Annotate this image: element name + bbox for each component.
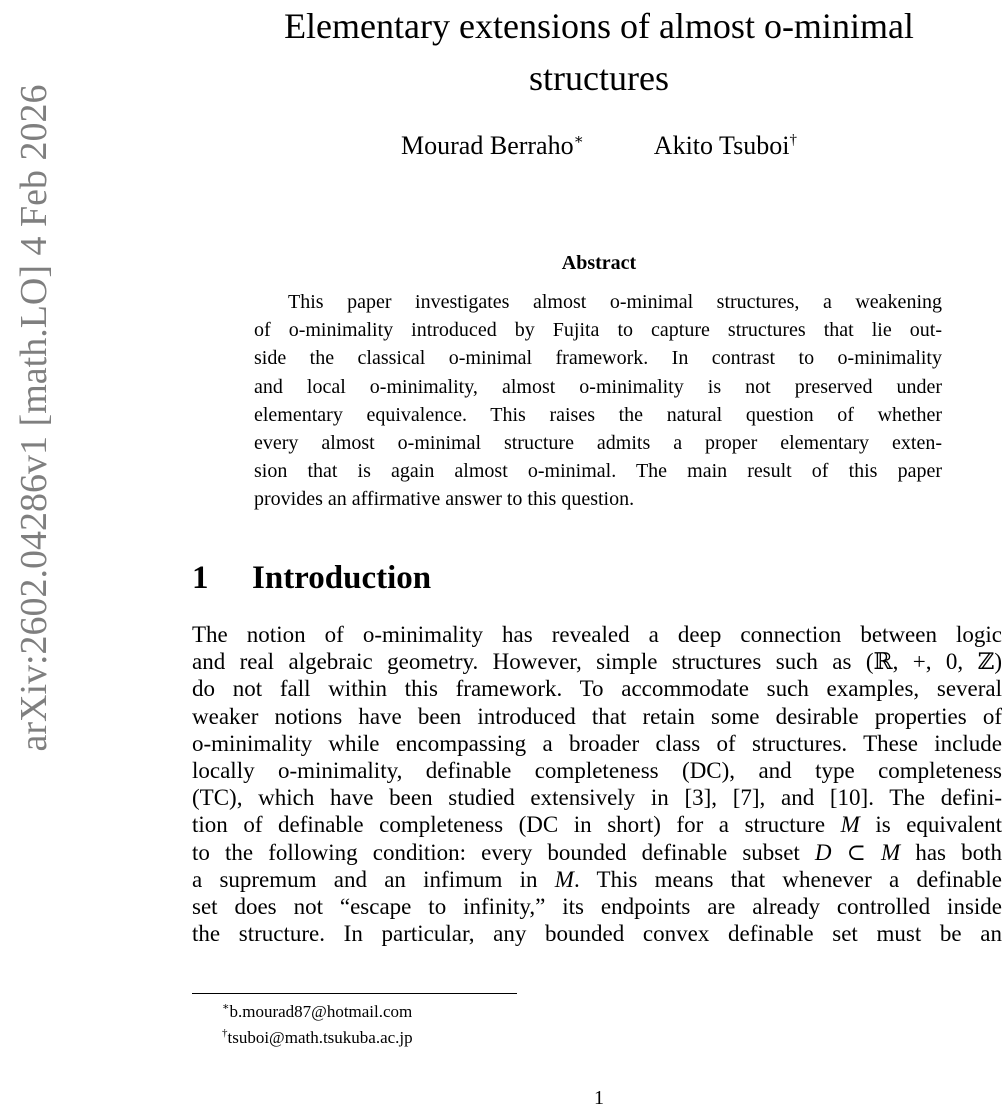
- author-1: [401, 129, 584, 163]
- math-var-m: M: [881, 839, 901, 865]
- footnote-1-mark: ∗: [222, 1001, 230, 1013]
- page-number: 1: [594, 1087, 604, 1109]
- intro-line: o-minimality while encompassing a broader class of structures. These include: [192, 730, 1002, 756]
- author-2: [654, 129, 797, 163]
- footnote-2-email: tsuboi@math.tsukuba.ac.jp: [227, 1028, 413, 1047]
- abstract-line: elementary equivalence. This raises the natural question of whether: [254, 403, 942, 426]
- abstract-heading: Abstract: [561, 252, 637, 274]
- intro-line: locally o-minimality, definable completeness (DC), and type completeness: [192, 758, 1002, 784]
- abstract-line: and local o-minimality, almost o-minimality is not preserved under: [254, 375, 942, 398]
- intro-line: (TC), which have been studied extensively in [3], [7], and [10]. The defini-: [192, 785, 1002, 811]
- section-title: Introduction: [252, 560, 432, 596]
- footnotes: [222, 999, 413, 1051]
- intro-text: tion of definable completeness (DC in short) for a structure: [192, 812, 826, 838]
- abstract-line: provides an affirmative answer to this question.: [254, 488, 635, 511]
- math-var-m: M: [840, 812, 860, 838]
- intro-text: has both: [915, 839, 1002, 865]
- intro-text: to the following condition: every bounded definable subset: [192, 839, 800, 865]
- math-subset-symbol: ⊂: [846, 839, 866, 865]
- abstract-line: This paper investigates almost o-minimal structures, a weakening: [288, 291, 942, 313]
- introduction-body: [192, 621, 1002, 947]
- footnote-2-mark: †: [222, 1027, 228, 1039]
- intro-text: . This means that whenever a definable: [573, 866, 1002, 892]
- section-number: 1: [192, 560, 209, 596]
- intro-text: is equivalent: [875, 812, 1002, 838]
- paper-title-line-2: structures: [529, 58, 669, 98]
- intro-line: The notion of o-minimality has revealed a deep connection between logic: [192, 622, 1002, 647]
- author-1-footnote-mark: ∗: [573, 132, 584, 148]
- footnote-1: [222, 999, 413, 1025]
- intro-text: a supremum and an infimum in: [192, 866, 538, 892]
- footnote-divider: [192, 993, 517, 994]
- intro-line: weaker notions have been introduced that retain some desirable properties of: [192, 703, 1002, 729]
- intro-line: and real algebraic geometry. However, simple structures such as (ℝ, +, 0, ℤ): [192, 649, 1002, 675]
- intro-line-with-math: [192, 811, 1002, 838]
- footnote-2: [222, 1025, 413, 1051]
- section-heading-introduction: [192, 556, 431, 600]
- paper-title: [196, 0, 1002, 104]
- intro-line: do not fall within this framework. To accommodate such examples, several: [192, 676, 1002, 702]
- math-var-d: D: [814, 839, 832, 865]
- author-list: [196, 129, 1002, 163]
- paper-title-line-1: Elementary extensions of almost o-minimal: [284, 6, 914, 46]
- abstract-body: [254, 288, 942, 514]
- author-1-name: Mourad Berraho: [401, 131, 574, 160]
- abstract-line: every almost o-minimal structure admits a proper elementary exten-: [254, 432, 942, 455]
- abstract-line: side the classical o-minimal framework. In contrast to o-minimality: [254, 347, 942, 370]
- arxiv-identifier: arXiv:2602.04286v1 [math.LO] 4 Feb 2026: [13, 84, 55, 752]
- intro-line: the structure. In particular, any bounded convex definable set must be an: [192, 921, 1002, 947]
- intro-line-with-math: [192, 866, 1002, 893]
- abstract-line: sion that is again almost o-minimal. The main result of this paper: [254, 460, 942, 483]
- abstract-line: of o-minimality introduced by Fujita to capture structures that lie out-: [254, 319, 942, 342]
- math-var-m: M: [554, 866, 574, 892]
- author-2-footnote-mark: †: [789, 132, 797, 148]
- intro-line: set does not “escape to infinity,” its endpoints are already controlled inside: [192, 894, 1002, 920]
- intro-line-with-math: [192, 839, 1002, 866]
- footnote-1-email: b.mourad87@hotmail.com: [229, 1002, 413, 1021]
- author-2-name: Akito Tsuboi: [653, 131, 790, 160]
